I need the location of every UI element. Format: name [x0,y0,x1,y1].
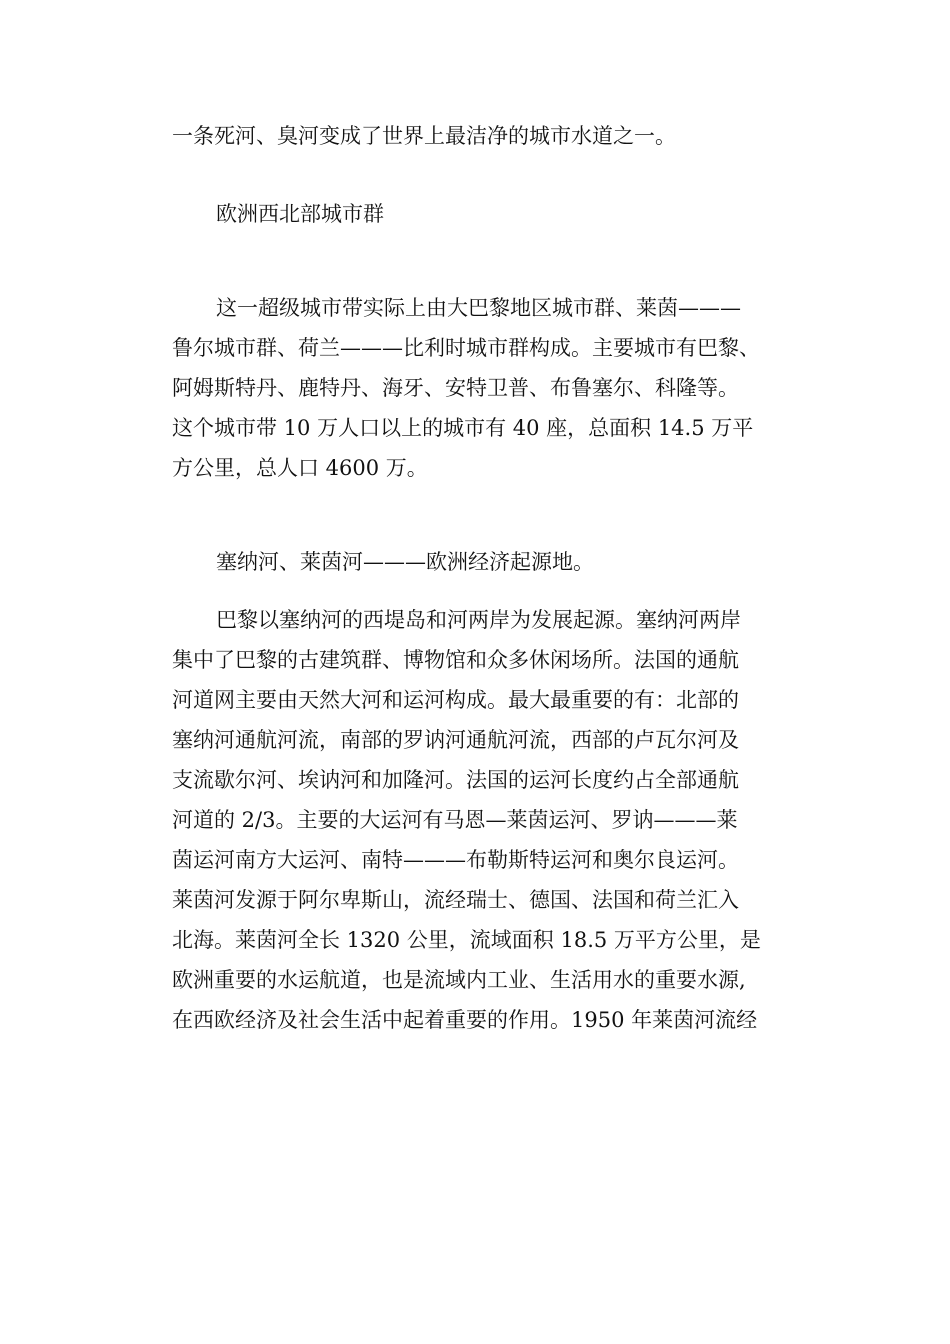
text-line: 莱茵河发源于阿尔卑斯山，流经瑞士、德国、法国和荷兰汇入 [172,888,739,912]
section-heading-northwest-europe [172,194,778,234]
text-line: 方公里，总人口 4600 万。 [172,456,428,480]
text-line: 河道网主要由天然大河和运河构成。最大最重要的有：北部的 [172,688,739,712]
text-line: 欧洲重要的水运航道，也是流域内工业、生活用水的重要水源, [172,968,746,992]
text-line: 河道的 2/3。主要的大运河有马恩—莱茵运河、罗讷———莱 [172,808,738,832]
document-body [172,116,778,1040]
text-line: 巴黎以塞纳河的西堤岛和河两岸为发展起源。塞纳河两岸 [216,608,741,632]
text-line: 阿姆斯特丹、鹿特丹、海牙、安特卫普、布鲁塞尔、科隆等。 [172,376,739,400]
text-line: 一条死河、臭河变成了世界上最洁净的城市水道之一。 [172,124,676,148]
paragraph-rivers [172,600,778,1040]
text-line: 塞纳河通航河流，南部的罗讷河通航河流，西部的卢瓦尔河及 [172,728,739,752]
text-line: 这一超级城市带实际上由大巴黎地区城市群、莱茵——— [216,296,741,320]
paragraph-continuation [172,116,778,156]
text-line: 北海。莱茵河全长 1320 公里，流域面积 18.5 万平方公里，是 [172,928,761,952]
text-line: 鲁尔城市群、荷兰———比利时城市群构成。主要城市有巴黎、 [172,336,760,360]
text-line: 茵运河南方大运河、南特———布勒斯特运河和奥尔良运河。 [172,848,739,872]
heading-text: 塞纳河、莱茵河———欧洲经济起源地。 [216,550,594,574]
paragraph-city-belt [172,288,778,488]
text-line: 在西欧经济及社会生活中起着重要的作用。1950 年莱茵河流经 [172,1008,758,1032]
text-line: 集中了巴黎的古建筑群、博物馆和众多休闲场所。法国的通航 [172,648,739,672]
text-line: 这个城市带 10 万人口以上的城市有 40 座，总面积 14.5 万平 [172,416,754,440]
section-heading-rivers [172,542,778,582]
text-line: 支流歇尔河、埃讷河和加隆河。法国的运河长度约占全部通航 [172,768,739,792]
heading-text: 欧洲西北部城市群 [216,202,384,226]
